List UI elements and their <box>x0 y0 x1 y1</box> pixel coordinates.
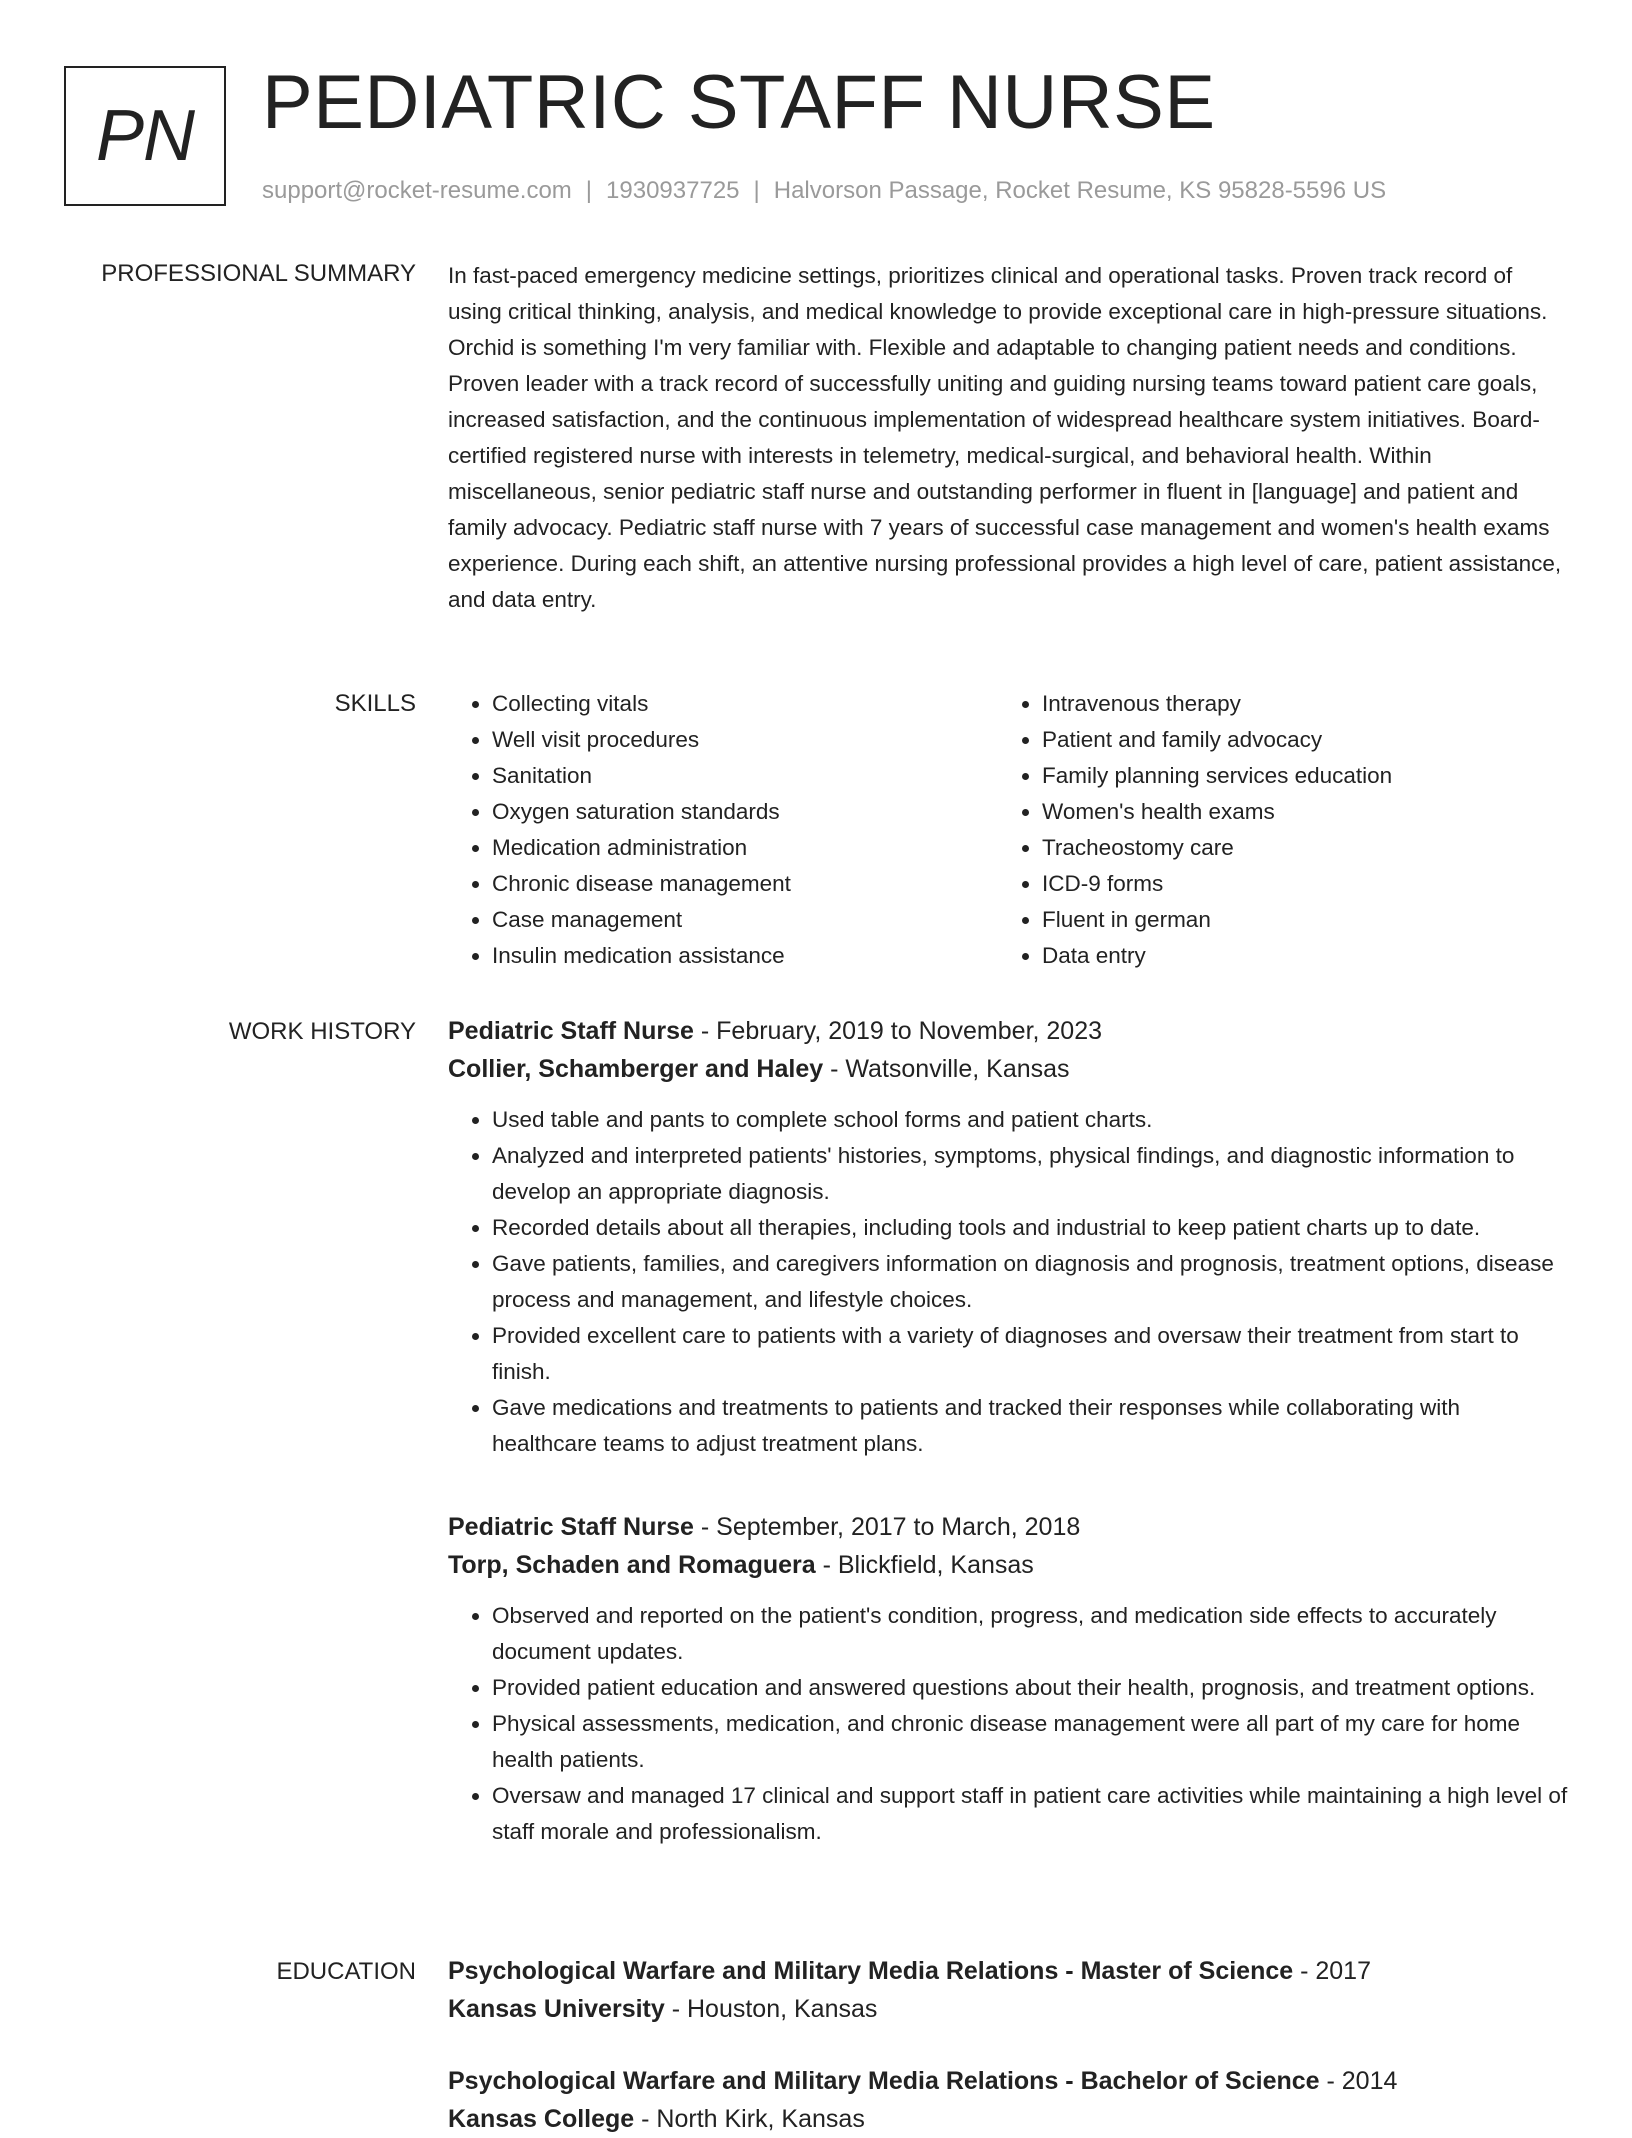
list-item: • Fluent in german <box>1042 902 1548 938</box>
list-item: • Data entry <box>1042 938 1548 974</box>
education-degree: Psychological Warfare and Military Media Relations - Master of Science <box>448 1957 1294 1985</box>
education-year: - 2017 <box>1293 1957 1371 1985</box>
list-item: • Patient and family advocacy <box>1042 722 1548 758</box>
education-degree: Psychological Warfare and Military Media Relations - Bachelor of Science <box>448 2067 1320 2095</box>
list-item: • Analyzed and interpreted patients' histories, symptoms, physical findings, and diagnostic information to develop an appropriate diagnosis. <box>492 1138 1568 1210</box>
education-body <box>448 1952 1568 2138</box>
list-item: • Medication administration <box>492 830 998 866</box>
skills-body <box>448 686 1568 974</box>
list-item: • ICD-9 forms <box>1042 866 1548 902</box>
work-history-body <box>448 1012 1568 1850</box>
list-item: • Oversaw and managed 17 clinical and support staff in patient care activities while maintaining a high level of staff morale and professionalism. <box>492 1778 1568 1850</box>
job-title: Pediatric Staff Nurse <box>448 1513 694 1541</box>
list-item: • Observed and reported on the patient's condition, progress, and medication side effects to accurately document updates. <box>492 1598 1568 1670</box>
education-degree-line <box>448 2062 1568 2100</box>
list-item: • Collecting vitals <box>492 686 998 722</box>
education-school: Kansas College <box>448 2105 635 2133</box>
skills-list-right <box>998 686 1548 974</box>
summary-text: In fast-paced emergency medicine settings, prioritizes clinical and operational tasks. Proven track record of using critical thinking, analysis, and medical knowledge to provide exceptional care in high-pressure situations. Orchid is something I'm very familiar with. Flexible and adaptable to changing patient needs and conditions. Proven leader with a track record of successfully uniting and guiding nursing teams toward patient care goals, increased satisfaction, and the continuous implementation of widespread healthcare system initiatives. Board-certified registered nurse with interests in telemetry, medical-surgical, and behavioral health. Within miscellaneous, senior pediatric staff nurse and outstanding performer in fluent in [language] and patient and family advocacy. Pediatric staff nurse with 7 years of successful case management and women's health exams experience. During each shift, an attentive nursing professional provides a high level of care, patient assistance, and data entry. <box>448 263 1562 612</box>
list-item: • Gave patients, families, and caregivers information on diagnosis and prognosis, treatment options, disease process and management, and lifestyle choices. <box>492 1246 1568 1318</box>
list-item: • Chronic disease management <box>492 866 998 902</box>
section-label-skills: SKILLS <box>334 690 416 717</box>
job-company: Torp, Schaden and Romaguera <box>448 1551 816 1579</box>
list-item: • Intravenous therapy <box>1042 686 1548 722</box>
section-label-education: EDUCATION <box>276 1958 416 1985</box>
separator: | <box>585 177 593 204</box>
education-school-line <box>448 2100 1568 2138</box>
job-dates: - February, 2019 to November, 2023 <box>693 1017 1103 1045</box>
education-location: - Houston, Kansas <box>664 1995 878 2023</box>
job-location: - Blickfield, Kansas <box>815 1551 1034 1579</box>
list-item: • Case management <box>492 902 998 938</box>
education-entry <box>448 1952 1568 2028</box>
job-bullets <box>448 1598 1568 1850</box>
list-item: • Used table and pants to complete school forms and patient charts. <box>492 1102 1568 1138</box>
job-company-line <box>448 1546 1568 1584</box>
resume-title: PEDIATRIC STAFF NURSE <box>262 60 1216 145</box>
phone: 1930937725 <box>606 177 740 204</box>
list-item: • Well visit procedures <box>492 722 998 758</box>
list-item: • Gave medications and treatments to patients and tracked their responses while collaborating with healthcare teams to adjust treatment plans. <box>492 1390 1568 1462</box>
job-entry <box>448 1012 1568 1462</box>
list-item: • Family planning services education <box>1042 758 1548 794</box>
contact-line <box>262 176 1386 206</box>
job-title-line <box>448 1508 1568 1546</box>
education-school: Kansas University <box>448 1995 665 2023</box>
job-bullets <box>448 1102 1568 1462</box>
job-entry <box>448 1508 1568 1850</box>
education-year: - 2014 <box>1319 2067 1398 2095</box>
monogram: PN <box>64 66 226 206</box>
job-dates: - September, 2017 to March, 2018 <box>693 1513 1081 1541</box>
education-degree-line <box>448 1952 1568 1990</box>
address: Halvorson Passage, Rocket Resume, KS 95828-5596 US <box>773 177 1387 204</box>
list-item: • Oxygen saturation standards <box>492 794 998 830</box>
skills-list-left <box>448 686 998 974</box>
list-item: • Physical assessments, medication, and chronic disease management were all part of my care for home health patients. <box>492 1706 1568 1778</box>
list-item: • Provided excellent care to patients with a variety of diagnoses and oversaw their treatment from start to finish. <box>492 1318 1568 1390</box>
list-item: • Insulin medication assistance <box>492 938 998 974</box>
list-item: • Tracheostomy care <box>1042 830 1548 866</box>
separator: | <box>753 177 760 204</box>
section-label-summary: PROFESSIONAL SUMMARY <box>101 260 416 287</box>
email[interactable]: support@rocket-resume.com <box>262 177 572 204</box>
job-company-line <box>448 1050 1568 1088</box>
job-title: Pediatric Staff Nurse <box>448 1017 694 1045</box>
skills-grid <box>448 686 1568 974</box>
education-school-line <box>448 1990 1568 2028</box>
list-item: • Sanitation <box>492 758 998 794</box>
education-entry <box>448 2062 1568 2138</box>
list-item: • Recorded details about all therapies, including tools and industrial to keep patient charts up to date. <box>492 1210 1568 1246</box>
list-item: • Women's health exams <box>1042 794 1548 830</box>
list-item: • Provided patient education and answered questions about their health, prognosis, and treatment options. <box>492 1670 1568 1706</box>
job-location: - Watsonville, Kansas <box>823 1055 1070 1083</box>
job-title-line <box>448 1012 1568 1050</box>
section-label-work-history: WORK HISTORY <box>228 1018 416 1045</box>
summary-body <box>448 258 1568 618</box>
job-company: Collier, Schamberger and Haley <box>448 1055 824 1083</box>
education-location: - North Kirk, Kansas <box>634 2105 865 2133</box>
